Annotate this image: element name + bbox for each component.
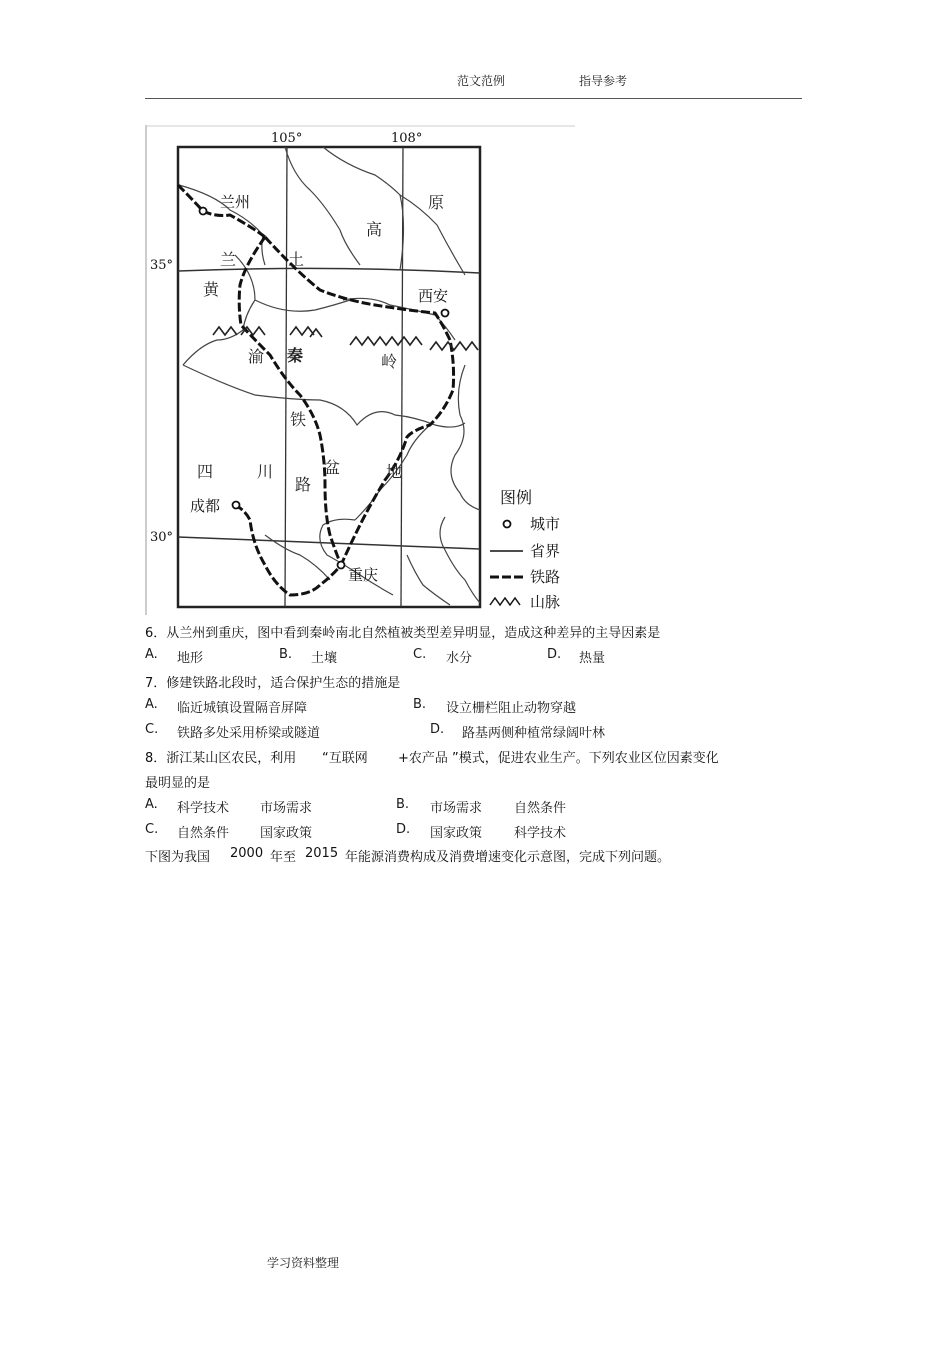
question-8-stem-part3: +农产品 ”模式，促进农业生产。下列农业区位因素变化 <box>398 751 719 766</box>
region-char-ling: 岭 <box>381 352 398 371</box>
q7-option-b-letter: B. <box>413 697 427 712</box>
q6-option-a-letter: A. <box>145 647 158 662</box>
lanzhou-marker <box>200 208 207 215</box>
q8-option-c-text2: 国家政策 <box>260 826 313 841</box>
q8-option-a-letter: A. <box>145 797 158 812</box>
region-char-tie: 铁 <box>290 410 307 429</box>
lon-108-label: 108° <box>391 131 423 146</box>
q7-option-a-text: 临近城镇设置隔音屏障 <box>177 701 308 716</box>
intro-text-c: 年至 <box>270 850 297 865</box>
question-6-stem: 6．从兰州到重庆，图中看到秦岭南北自然植被类型差异明显，造成这种差异的主导因素是 <box>145 626 661 641</box>
intro-text-a: 下图为我国 <box>145 850 211 865</box>
q7-option-d-letter: D. <box>430 722 445 737</box>
q8-option-d-text2: 科学技术 <box>514 826 567 841</box>
q8-option-a-text2: 市场需求 <box>260 801 313 816</box>
lat-35-label: 35° <box>150 258 174 273</box>
region-char-di: 地 <box>386 462 403 481</box>
region-char-lu: 路 <box>295 475 312 494</box>
region-char-qin: 秦 <box>287 346 304 365</box>
lat-30-label: 30° <box>150 530 174 545</box>
intro-text-e: 年能源消费构成及消费增速变化示意图，完成下列问题。 <box>345 850 671 865</box>
q7-option-b-text: 设立栅栏阻止动物穿越 <box>446 701 577 716</box>
chengdu-marker <box>233 502 240 509</box>
lanzhou-label: 兰州 <box>220 193 251 211</box>
xian-marker <box>442 310 449 317</box>
region-char-yuan: 原 <box>428 193 445 212</box>
q7-option-d-text: 路基两侧种植常绿阔叶林 <box>462 726 606 741</box>
intro-year-start: 2000 <box>230 846 264 861</box>
q8-option-c-letter: C. <box>145 822 159 837</box>
region-char-si: 四 <box>197 462 214 481</box>
q6-option-b-letter: B. <box>279 647 293 662</box>
q6-option-d-text: 热量 <box>579 651 606 666</box>
q8-option-a-text1: 科学技术 <box>177 801 230 816</box>
legend-mountain-label: 山脉 <box>530 593 561 611</box>
header-right-text: 指导参考 <box>579 74 628 88</box>
q6-option-b-text: 土壤 <box>311 651 338 666</box>
legend-city-label: 城市 <box>530 515 561 533</box>
chongqing-label: 重庆 <box>348 566 379 584</box>
region-char-chuan: 川 <box>257 462 274 481</box>
q7-option-c-letter: C. <box>145 722 159 737</box>
xian-label: 西安 <box>418 287 449 305</box>
footer-text: 学习资料整理 <box>267 1256 340 1270</box>
q7-option-c-text: 铁路多处采用桥梁或隧道 <box>177 726 321 741</box>
q8-option-b-text1: 市场需求 <box>430 801 483 816</box>
chengdu-label: 成都 <box>190 497 221 515</box>
map-figure <box>145 125 575 615</box>
q8-option-c-text1: 自然条件 <box>177 826 230 841</box>
question-8-stem-line2: 最明显的是 <box>145 776 211 791</box>
q6-option-c-text: 水分 <box>446 651 473 666</box>
region-char-lan: 兰 <box>220 250 237 269</box>
q6-option-c-letter: C. <box>413 647 427 662</box>
q8-option-d-letter: D. <box>396 822 411 837</box>
region-char-huang: 黄 <box>203 280 220 299</box>
question-7-stem: 7．修建铁路北段时，适合保护生态的措施是 <box>145 676 401 691</box>
region-char-pen: 盆 <box>324 458 341 477</box>
legend-title: 图例 <box>500 488 533 507</box>
lon-105-label: 105° <box>271 131 303 146</box>
q7-option-a-letter: A. <box>145 697 158 712</box>
region-char-yu: 渝 <box>248 347 265 366</box>
question-8-stem-part2: “互联网 <box>322 751 368 766</box>
q6-option-a-text: 地形 <box>177 651 204 666</box>
header-rule <box>145 98 802 99</box>
q8-option-b-text2: 自然条件 <box>514 801 567 816</box>
city-icon <box>504 521 511 528</box>
q8-option-b-letter: B. <box>396 797 410 812</box>
legend-province-label: 省界 <box>530 542 561 560</box>
question-8-stem-part1: 8．浙江某山区农民，利用 <box>145 751 297 766</box>
region-char-tu: 土 <box>288 250 305 269</box>
q6-option-d-letter: D. <box>547 647 562 662</box>
chongqing-marker <box>338 562 345 569</box>
legend-railway-label: 铁路 <box>530 568 561 586</box>
q8-option-d-text1: 国家政策 <box>430 826 483 841</box>
intro-year-end: 2015 <box>305 846 339 861</box>
region-char-gao: 高 <box>366 220 383 239</box>
header-left-text: 范文范例 <box>457 74 506 88</box>
